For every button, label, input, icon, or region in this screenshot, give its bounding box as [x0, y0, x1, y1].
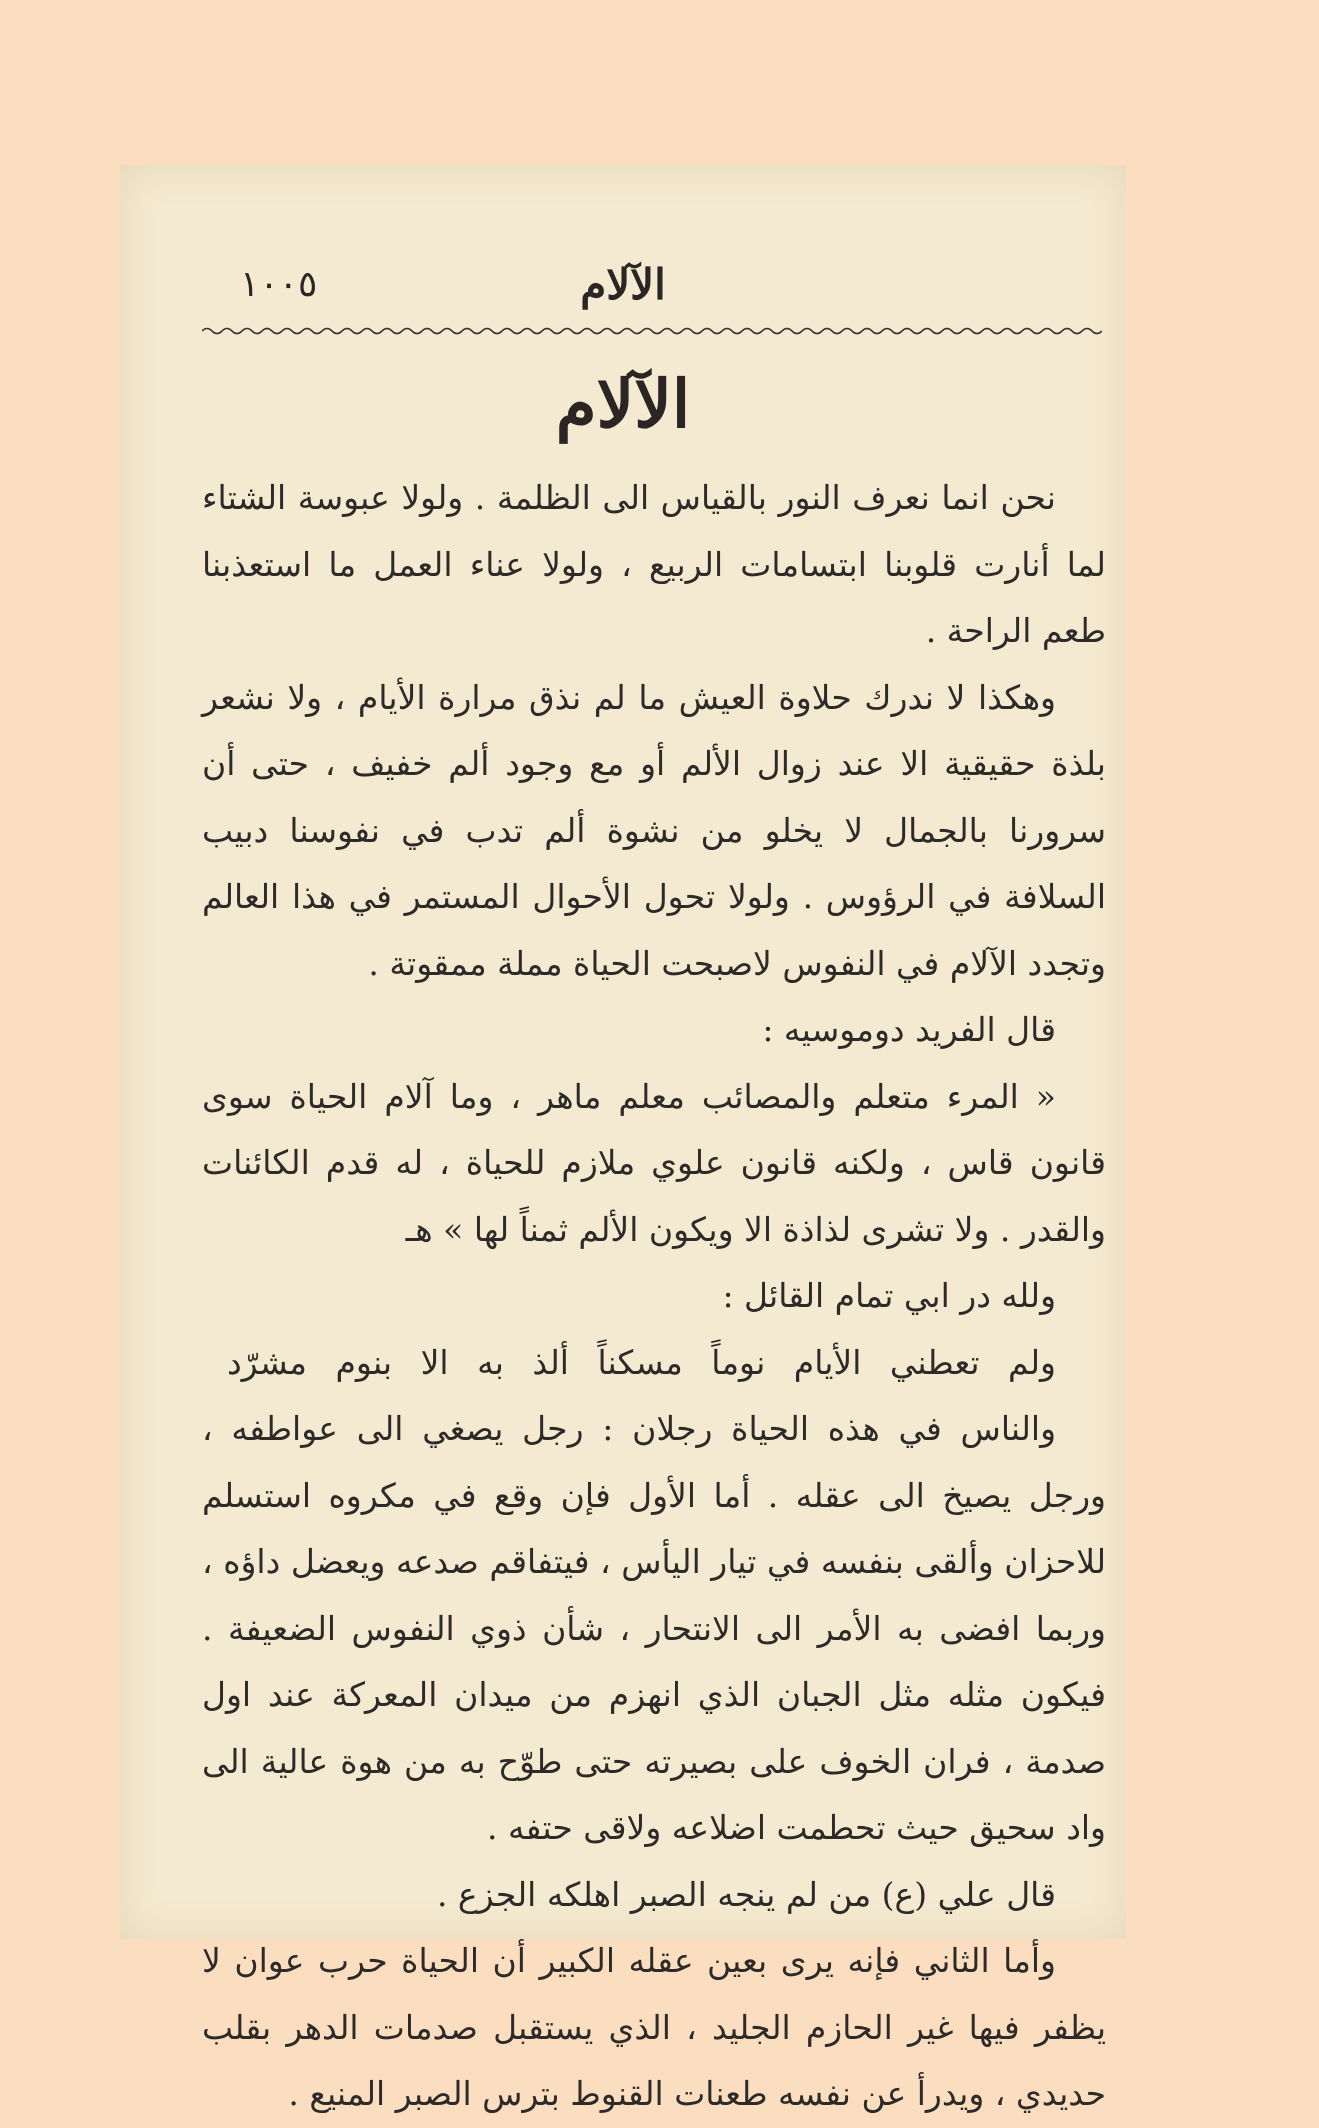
body-text	[202, 465, 1106, 2128]
header-wavy-rule	[202, 325, 1102, 337]
verse-line: ولم تعطني الأيام نوماً مسكناً ألذ به الا بنوم مشرّد	[226, 1342, 1056, 1382]
page-number: ١٠٠٥	[240, 264, 318, 305]
book-page	[120, 165, 1126, 2113]
paragraph-3: قال الفريد دوموسيه :	[762, 1010, 1056, 1049]
paragraph-2: وهكذا لا ندرك حلاوة العيش ما لم نذق مرارة الأيام ، ولا نشعر بلذة حقيقية الا عند زوال الألم أو مع وجود ألم خفيف ، حتى أن سرورنا بالجمال لا يخلو من نشوة ألم تدب في نفوسنا دبيب السلافة في الرؤوس . ولولا تحول الأحوال المستمر في هذا العالم وتجدد الآلام في النفوس لاصبحت الحياة مملة ممقوتة .	[202, 677, 1106, 983]
paragraph-1: نحن انما نعرف النور بالقياس الى الظلمة . ولولا عبوسة الشتاء لما أنارت قلوبنا ابتسامات الربيع ، ولولا عناء العمل ما استعذبنا طعم الراحة .	[202, 478, 1106, 650]
paragraph-9: وأما الثاني فإنه يرى بعين عقله الكبير أن الحياة حرب عوان لا يظفر فيها غير الحازم الجليد ، الذي يستقبل صدمات الدهر بقلب حديدي ، ويدرأ عن نفسه طعنات القنوط بترس الصبر المنيع .	[202, 1941, 1106, 2113]
paragraph-7: والناس في هذه الحياة رجلان : رجل يصغي الى عواطفه ، ورجل يصيخ الى عقله . أما الأول فإن وقع في مكروه استسلم للاحزان وألقى بنفسه في تيار اليأس ، فيتفاقم صدعه ويعضل داؤه ، وربما افضى به الأمر الى الانتحار ، شأن ذوي النفوس الضعيفة . فيكون مثله مثل الجبان الذي انهزم من ميدان المعركة عند اول صدمة ، فران الخوف على بصيرته حتى طوّح به من هوة عالية الى واد سحيق حيث تحطمت اضلاعه ولاقى حتفه .	[202, 1409, 1106, 1847]
quotation: « المرء متعلم والمصائب معلم ماهر ، وما آلام الحياة سوى قانون قاس ، ولكنه قانون علوي ملازم للحياة ، له قدم الكائنات والقدر . ولا تشرى لذاذة الا ويكون الألم ثمناً لها » هـ	[202, 1076, 1106, 1249]
paragraph-8: قال علي (ع) من لم ينجه الصبر اهلكه الجزع .	[436, 1874, 1056, 1914]
paragraph-5: ولله در ابي تمام القائل :	[722, 1276, 1056, 1315]
running-title: الآلام	[580, 260, 666, 309]
running-head	[120, 260, 1126, 320]
chapter-title: الآلام	[555, 365, 691, 443]
